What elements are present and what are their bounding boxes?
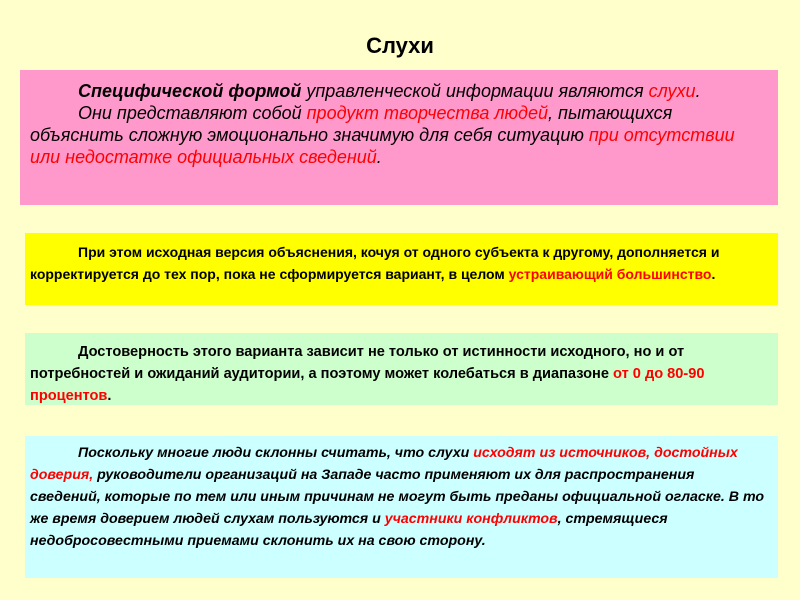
rumors-definition-box xyxy=(20,70,778,205)
reliability-box xyxy=(25,333,778,405)
highlight-sources: исходят из источников, достойных доверия, xyxy=(30,445,738,483)
reliability-paragraph xyxy=(30,341,768,407)
definition-paragraph-1 xyxy=(30,80,768,102)
usage-text-2: руководители организаций на Западе часто применяют их для распространения сведений, которые по тем или иным причинам не могут быть преданы официальной огласке. В то же время доверием людей слухам пользуются и xyxy=(30,467,765,527)
definition-text-3: , пытающихся объяснить сложную эмоционально значимую для себя ситуацию xyxy=(30,103,673,145)
version-paragraph xyxy=(30,241,768,285)
highlight-conflicts: участники конфликтов xyxy=(384,511,558,527)
highlight-percent: от 0 до 80-90 процентов xyxy=(30,366,705,404)
slide-title: Слухи xyxy=(366,33,434,58)
reliability-text: Достоверность этого варианта зависит не только от истинности исходного, но и от потребностей и ожиданий аудитории, а поэтому может колебаться в диапазоне xyxy=(30,344,685,382)
definition-period-2: . xyxy=(376,147,382,167)
reliability-period: . xyxy=(107,388,112,404)
version-evolution-box xyxy=(25,233,778,305)
definition-text: управленческой информации являются xyxy=(301,81,649,101)
usage-paragraph xyxy=(30,442,768,552)
version-period: . xyxy=(711,266,716,282)
definition-emphasis: Специфической формой xyxy=(78,81,302,101)
highlight-rumors: слухи xyxy=(648,81,696,101)
highlight-majority: устраивающий большинство xyxy=(508,266,712,282)
definition-period: . xyxy=(695,81,701,101)
highlight-product: продукт творчества людей xyxy=(306,103,549,123)
usage-box xyxy=(25,436,778,578)
definition-paragraph-2 xyxy=(30,102,768,168)
highlight-absence: при отсутствии или недостатке официальных сведений xyxy=(30,125,735,167)
version-text: При этом исходная версия объяснения, кочуя от одного субъекта к другому, дополняется и корректируется до тех пор, пока не сформируется вариант, в целом xyxy=(30,244,720,282)
usage-text: Поскольку многие люди склонны считать, что слухи xyxy=(78,445,474,461)
definition-text-2: Они представляют собой xyxy=(78,103,307,123)
usage-text-3: , стремящиеся недобросовестными приемами склонить их на свою сторону. xyxy=(30,511,668,549)
